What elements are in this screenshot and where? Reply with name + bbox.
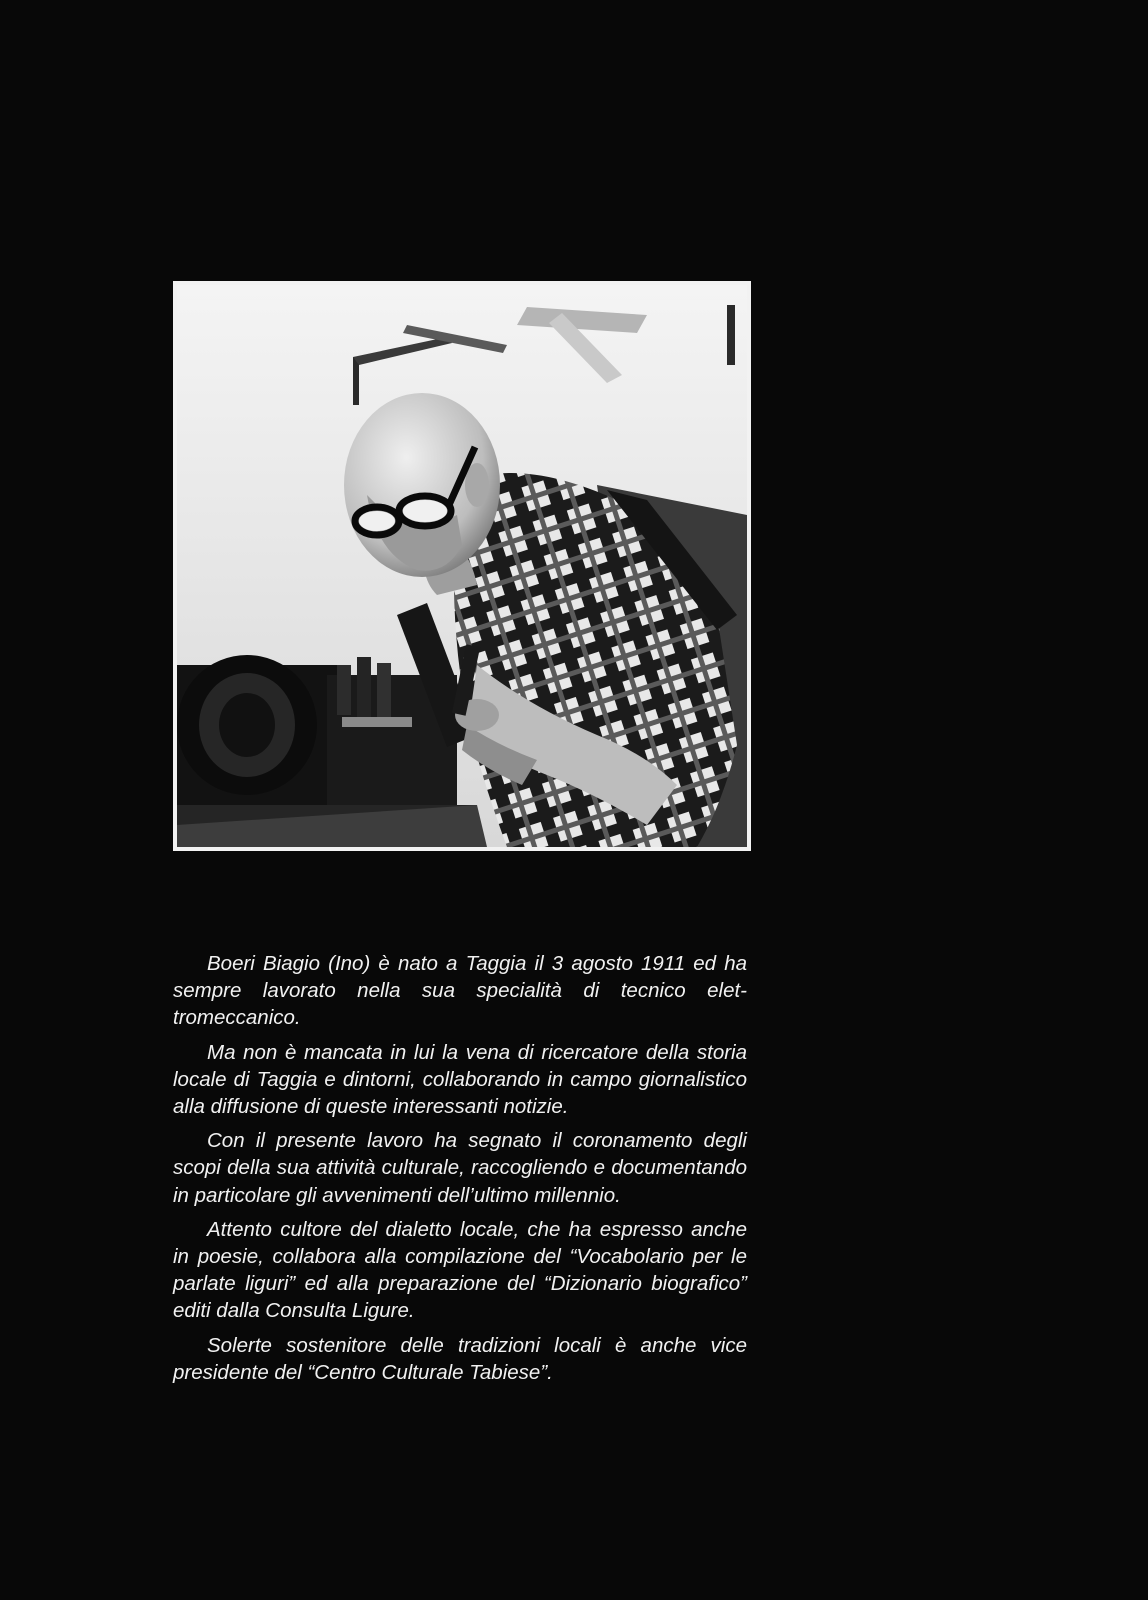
biography-paragraph: Con il presente lavoro ha segnato il coronamento degli scopi della sua attività culturale, raccogliendo e documentando in particolare gli avvenimenti dell’ultimo millennio. — [173, 1129, 747, 1207]
biography-paragraph: Attento cultore del dialetto locale, che ha espresso anche in poesie, collabora alla compilazione del “Vocabolario per le parlate liguri” ed alla preparazione del “Dizionario biografico” editi dalla Consulta Ligure. — [173, 1217, 747, 1323]
author-photo — [173, 281, 751, 851]
author-biography — [173, 950, 747, 1393]
biography-paragraph: Solerte sostenitore delle tradizioni locali è anche vice presidente del “Centro Culturale Tabiese”. — [173, 1333, 747, 1384]
biography-paragraph: Ma non è mancata in lui la vena di ricercatore della storia locale di Taggia e dintorni, collaborando in campo giornalistico alla diffusione di queste interessanti notizie. — [173, 1040, 747, 1119]
author-photo-image — [177, 285, 747, 847]
biography-paragraph: Boeri Biagio (Ino) è nato a Taggia il 3 agosto 1911 ed ha sempre lavorato nella sua specialità di tecnico elettromeccanico. — [173, 952, 747, 1030]
